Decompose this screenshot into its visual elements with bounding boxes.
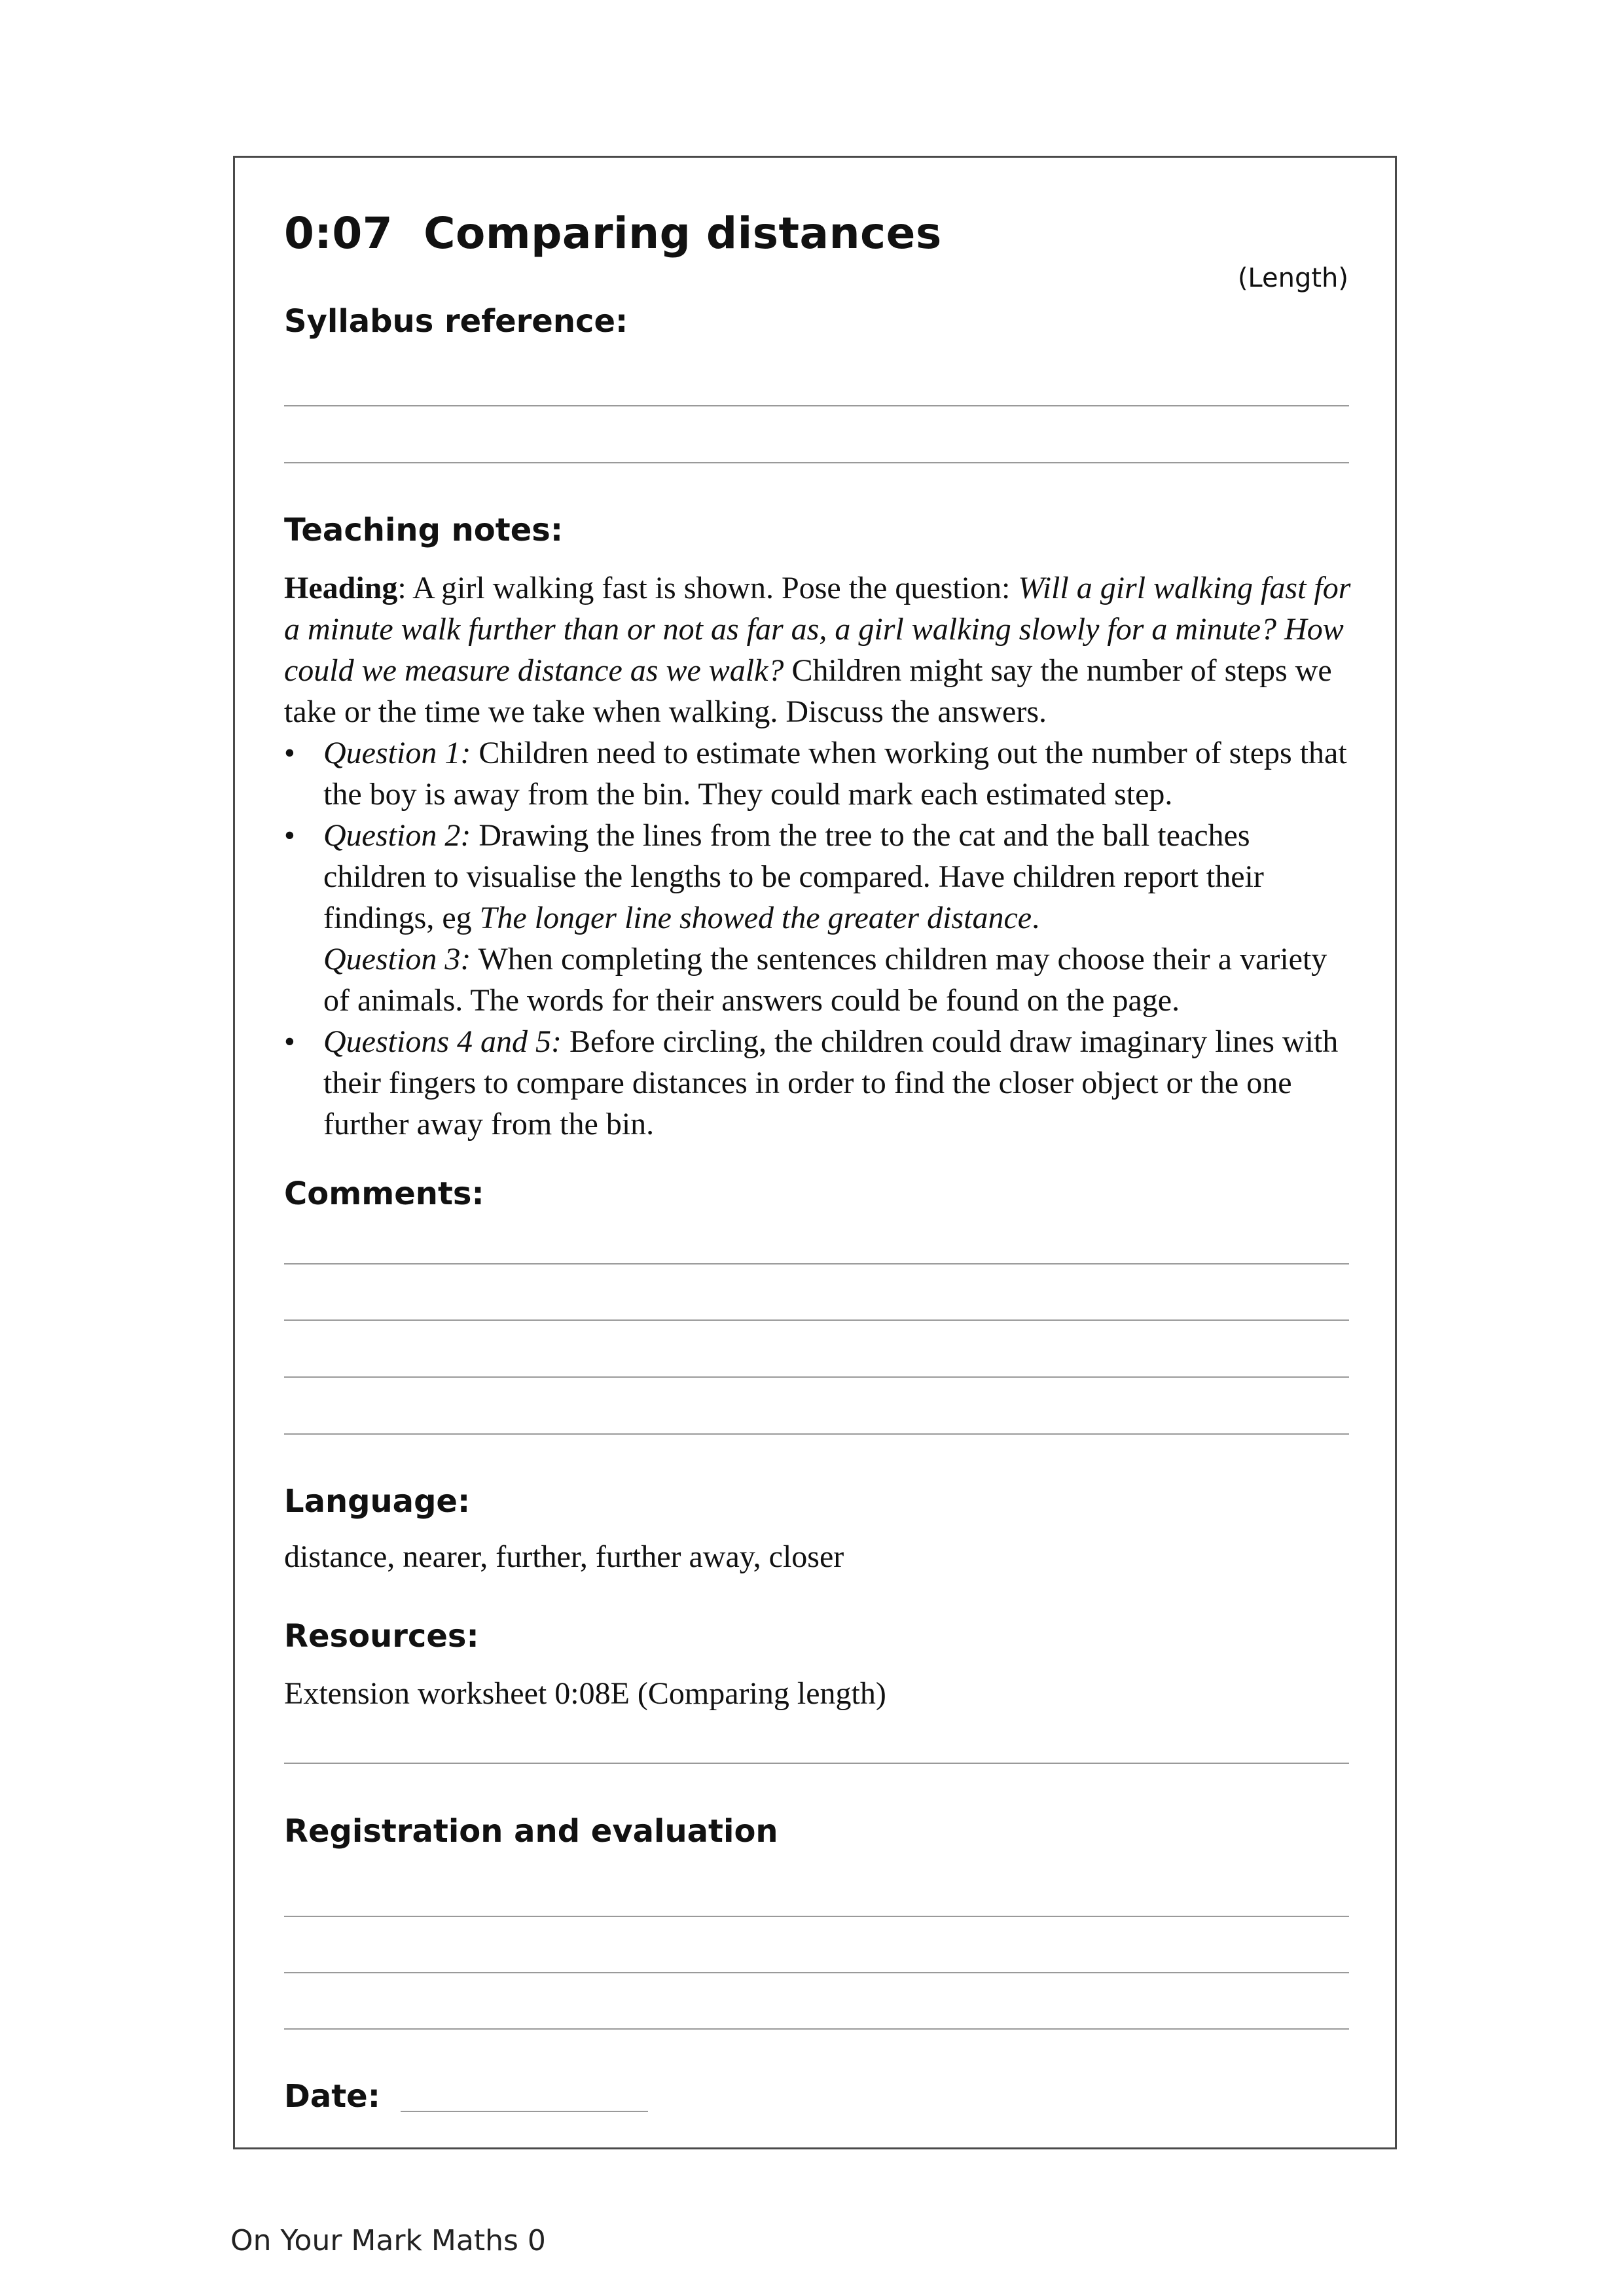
resources-line[interactable] [284,1763,1349,1764]
comments-line-4[interactable] [284,1433,1349,1435]
resources-heading: Resources: [284,1618,479,1655]
heading-text: : A girl walking fast is shown. Pose the question: [397,571,1019,605]
bullet-dot: • [284,1024,295,1059]
bullet-dot: • [284,818,295,853]
heading-tail: Children might say the number of steps we take or the time we take when walking. Discuss the answers. [284,653,1332,729]
language-text: distance, nearer, further, further away, closer [284,1539,844,1574]
question-1-text: Children need to estimate when working out the number of steps that the boy is away from the bin. They could mark each estimated step. [323,736,1347,812]
registration-line-1[interactable] [284,1916,1349,1917]
heading-paragraph [284,567,1358,732]
registration-line-3[interactable] [284,2028,1349,2030]
registration-heading: Registration and evaluation [284,1813,778,1850]
comments-heading: Comments: [284,1175,484,1212]
syllabus-line-2[interactable] [284,462,1349,463]
question-2-example: The longer line showed the greater distance [479,901,1032,935]
note-question-3 [284,939,1358,1021]
question-2-text: Drawing the lines from the tree to the cat and the ball teaches children to visualise the lengths to be compared. Have children report their findings, eg [323,818,1264,935]
footer-series: On Your Mark Maths 0 [230,2224,546,2257]
syllabus-line-1[interactable] [284,405,1349,406]
resources-text: Extension worksheet 0:08E (Comparing length) [284,1676,886,1711]
bullet-question-1 [284,732,1358,815]
page-title: 0:07 Comparing distances [284,208,942,259]
comments-line-1[interactable] [284,1263,1349,1265]
registration-line-2[interactable] [284,1972,1349,1973]
question-2-end: . [1032,901,1040,935]
question-3-label: Question 3: [323,942,471,977]
date-field[interactable] [401,2111,648,2112]
syllabus-heading: Syllabus reference: [284,303,628,340]
questions-4-5-text: Before circling, the children could draw imaginary lines with their fingers to compare distances in order to find the closer object or the one further away from the bin. [323,1024,1339,1141]
heading-label: Heading [284,571,398,605]
teaching-notes-heading: Teaching notes: [284,512,564,548]
bullet-questions-4-5 [284,1021,1358,1145]
bullet-dot: • [284,736,295,770]
heading-question: Will a girl walking fast for a minute walk further than or not as far as, a girl walking slowly for a minute? How could we measure distance as we walk? [284,571,1351,688]
bullet-question-2 [284,815,1358,939]
language-heading: Language: [284,1483,471,1520]
comments-line-2[interactable] [284,1319,1349,1321]
subject-tag: (Length) [1237,263,1348,293]
comments-line-3[interactable] [284,1376,1349,1378]
date-label: Date: [284,2078,380,2115]
teaching-notes-body [284,567,1358,1145]
question-2-label: Question 2: [323,818,471,853]
questions-4-5-label: Questions 4 and 5: [323,1024,562,1059]
question-1-label: Question 1: [323,736,471,770]
page-frame [233,156,1397,2149]
question-3-text: When completing the sentences children may choose their a variety of animals. The words for their answers could be found on the page. [323,942,1327,1018]
